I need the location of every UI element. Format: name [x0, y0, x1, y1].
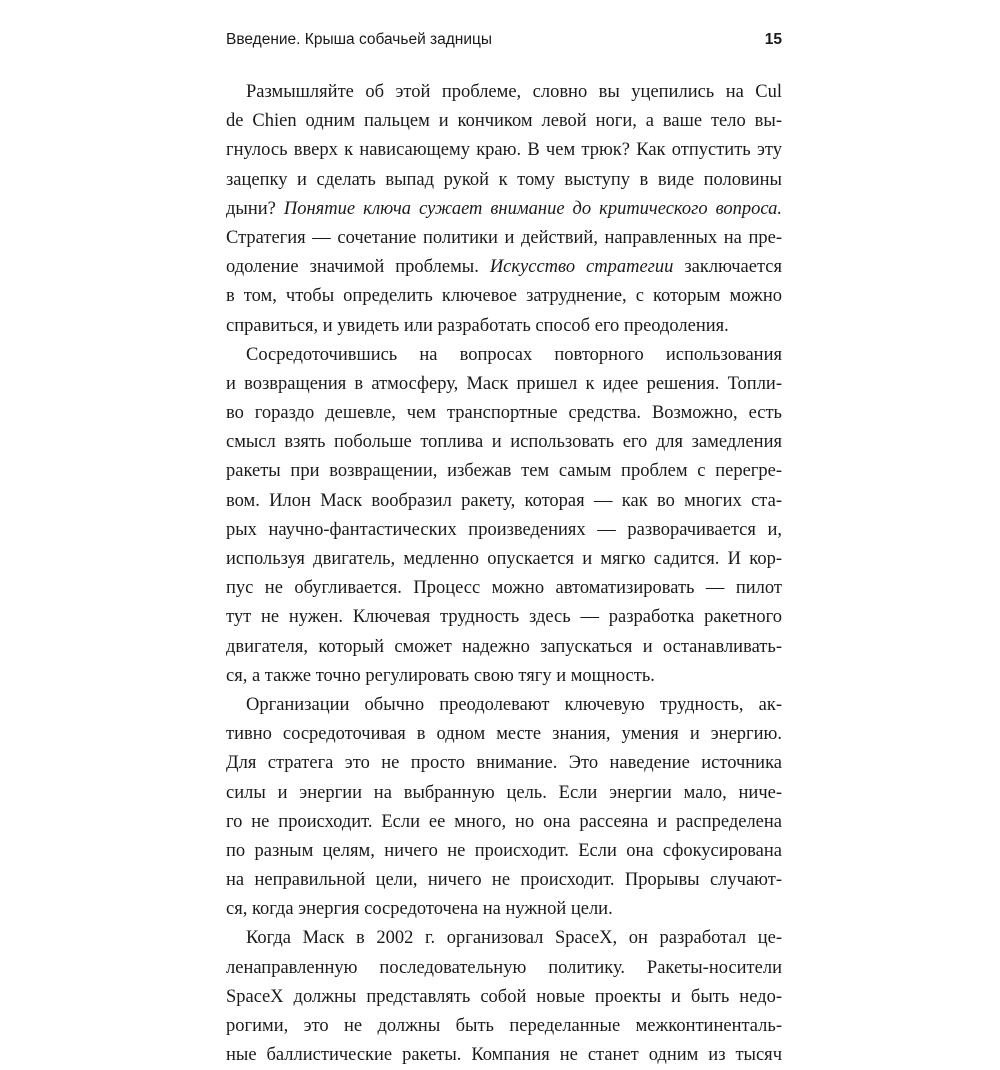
text-segment: смысл взять побольше топлива и использовать его для замедления — [226, 432, 782, 453]
text-segment: Когда Маск в 2002 г. организовал SpaceX, он разработал це- — [246, 928, 782, 949]
paragraph — [226, 78, 782, 341]
text-segment: одоление значимой проблемы. — [226, 257, 490, 278]
text-line — [226, 253, 782, 282]
text-line — [226, 224, 782, 253]
text-segment: заключается — [673, 257, 782, 278]
text-line — [226, 136, 782, 165]
text-segment: пус не обугливается. Процесс можно автоматизировать — пилот — [226, 578, 782, 599]
text-line — [226, 808, 782, 837]
text-line — [226, 370, 782, 399]
running-head — [226, 28, 782, 52]
text-line — [226, 633, 782, 662]
text-line — [226, 779, 782, 808]
text-line — [226, 983, 782, 1012]
text-line — [226, 749, 782, 778]
text-line — [226, 1041, 782, 1070]
text-segment: на неправильной цели, ничего не происходит. Прорывы случают- — [226, 870, 782, 891]
text-line — [226, 428, 782, 457]
text-line — [226, 457, 782, 486]
text-line — [226, 691, 782, 720]
text-segment: de Chien одним пальцем и кончиком левой ноги, а ваше тело вы- — [226, 111, 782, 132]
text-segment: го не происходит. Если ее много, но она рассеяна и распределена — [226, 811, 782, 832]
text-line — [226, 662, 782, 691]
text-segment: Размышляйте об этой проблеме, словно вы уцепились на Cul — [246, 82, 782, 102]
text-line — [226, 195, 782, 224]
text-segment: SpaceX должны представлять собой новые проекты и быть недо- — [226, 986, 782, 1007]
text-segment: ся, когда энергия сосредоточена на нужной цели. — [226, 899, 613, 920]
text-line — [226, 837, 782, 866]
text-segment: силы и энергии на выбранную цель. Если энергии мало, ниче- — [226, 782, 782, 803]
text-line — [226, 341, 782, 370]
text-line — [226, 1012, 782, 1041]
text-line — [226, 166, 782, 195]
text-segment: в том, чтобы определить ключевое затруднение, с которым можно — [226, 286, 782, 307]
text-segment: вом. Илон Маск вообразил ракету, которая — как во многих ста- — [226, 490, 782, 511]
text-segment: Стратегия — сочетание политики и действий, направленных на пре- — [226, 227, 782, 248]
text-line — [226, 487, 782, 516]
text-segment: тут не нужен. Ключевая трудность здесь — разработка ракетного — [226, 607, 782, 628]
text-segment: зацепку и сделать выпад рукой к тому выступу в виде половины — [226, 169, 782, 190]
text-line — [226, 312, 782, 341]
text-segment: рогими, это не должны быть переделанные межконтиненталь- — [226, 1016, 782, 1036]
body-text — [226, 78, 782, 1070]
text-segment: Организации обычно преодолевают ключевую трудность, ак- — [246, 694, 782, 715]
text-segment: по разным целям, ничего не происходит. Если она сфокусирована — [226, 840, 782, 861]
text-line — [226, 282, 782, 311]
text-segment: Сосредоточившись на вопросах повторного использования — [246, 344, 782, 365]
italic-text: Искусство стратегии — [489, 257, 674, 278]
page-number: 15 — [764, 31, 782, 48]
text-line — [226, 107, 782, 136]
text-segment: ракеты при возвращении, избежав тем самым проблем с перегре- — [226, 461, 782, 482]
text-segment: ленаправленную последовательную политику. Ракеты-носители — [226, 957, 782, 978]
text-line — [226, 603, 782, 632]
text-line — [226, 545, 782, 574]
paragraph — [226, 691, 782, 925]
paragraph — [226, 924, 782, 1070]
text-line — [226, 924, 782, 953]
text-segment: используя двигатель, медленно опускается и мягко садится. И кор- — [226, 549, 782, 569]
text-line — [226, 954, 782, 983]
book-page — [226, 0, 782, 1066]
text-segment: рых научно-фантастических произведениях — разворачивается и, — [226, 519, 782, 540]
text-line — [226, 399, 782, 428]
text-line — [226, 720, 782, 749]
text-line — [226, 574, 782, 603]
text-line — [226, 866, 782, 895]
text-segment: во гораздо дешевле, чем транспортные средства. Возможно, есть — [226, 403, 782, 424]
text-line — [226, 78, 782, 107]
paragraph — [226, 341, 782, 691]
text-segment: ся, а также точно регулировать свою тягу и мощность. — [226, 665, 655, 686]
italic-text: Понятие ключа сужает внимание до критического вопроса. — [283, 198, 782, 219]
text-segment: двигателя, который сможет надежно запускаться и останавливать- — [226, 636, 782, 657]
text-segment: гнулось вверх к нависающему краю. В чем трюк? Как отпустить эту — [226, 140, 782, 161]
text-segment: Для стратега это не просто внимание. Это наведение источника — [226, 753, 782, 774]
text-segment: ные баллистические ракеты. Компания не станет одним из тысяч — [226, 1045, 782, 1066]
text-segment: дыни? — [226, 198, 284, 219]
chapter-title: Введение. Крыша собачьей задницы — [226, 31, 493, 48]
text-segment: тивно сосредоточивая в одном месте знания, умения и энергию. — [226, 724, 782, 745]
text-line — [226, 895, 782, 924]
text-segment: и возвращения в атмосферу, Маск пришел к идее решения. Топли- — [226, 373, 782, 394]
text-line — [226, 516, 782, 545]
text-segment: справиться, и увидеть или разработать способ его преодоления. — [226, 315, 729, 336]
